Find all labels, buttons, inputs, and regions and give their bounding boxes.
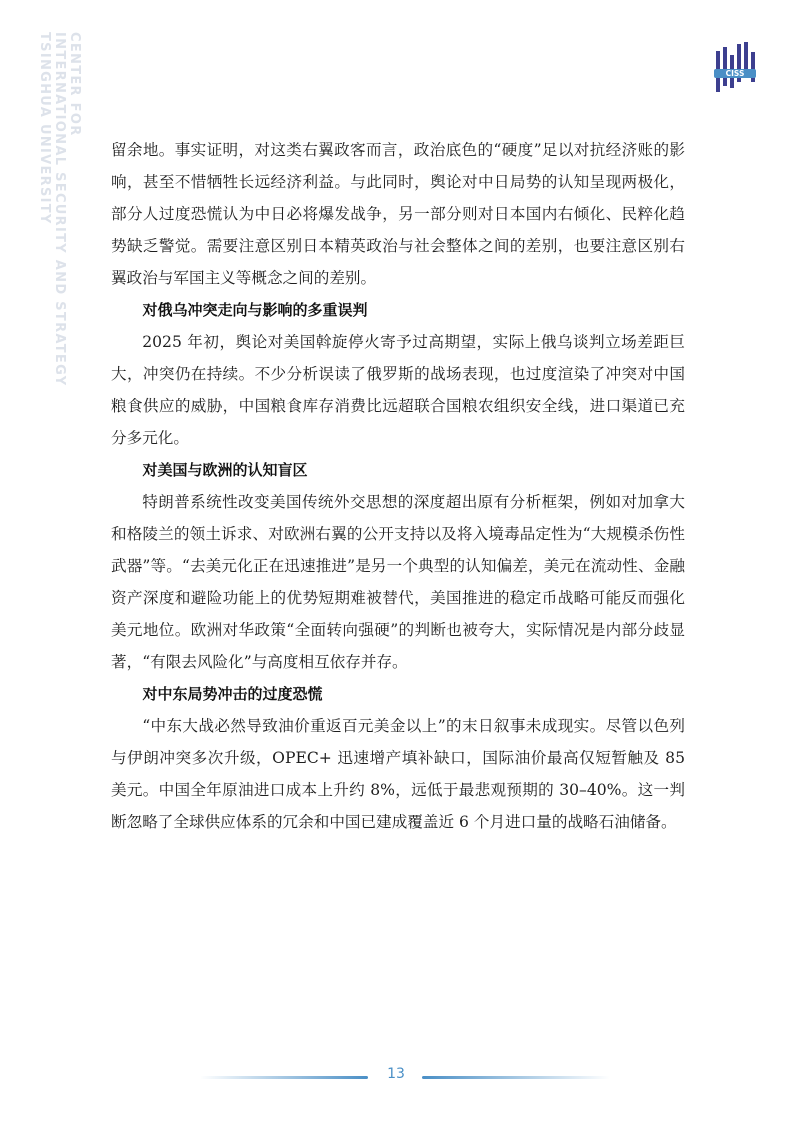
side-label-line-3: TSINGHUA UNIVERSITY: [37, 32, 52, 225]
side-label-line-1: CENTER FOR: [67, 32, 82, 137]
section-heading-russia-ukraine: 对俄乌冲突走向与影响的多重误判: [142, 301, 368, 319]
paragraph-1: 留余地。事实证明，对这类右翼政客而言，政治底色的“硬度”足以对抗经济账的影响，甚至不惜牺牲长远经济利益。与此同时，舆论对中日局势的认知呈现两极化，部分人过度恐慌认为中日必将爆发战争，另一部分则对日本国内右倾化、民粹化趋势缺乏警觉。需要注意区别日本精英政治与社会整体之间的差别，也要注意区别右翼政治与军国主义等概念之间的差别。: [111, 141, 685, 287]
logo-text: CISS: [725, 69, 745, 79]
section-heading-middle-east: 对中东局势冲击的过度恐慌: [142, 685, 323, 703]
page-number: 13: [387, 1066, 405, 1082]
paragraph-4: “中东大战必然导致油价重返百元美金以上”的末日叙事未成现实。尽管以色列与伊朗冲突多次升级，OPEC+ 迅速增产填补缺口，国际油价最高仅短暂触及 85 美元。中国全年原油进口成本上升约 8%，远低于最悲观预期的 30–40%。这一判断忽略了全球供应体系的冗余和中国已建成覆盖近 6 个月进口量的战略石油储备。: [111, 717, 685, 831]
main-content: [111, 134, 685, 838]
side-label-line-2: INTERNATIONAL SECURITY AND STRATEGY: [52, 32, 67, 387]
paragraph-3: 特朗普系统性改变美国传统外交思想的深度超出原有分析框架，例如对加拿大和格陵兰的领土诉求、对欧洲右翼的公开支持以及将入境毒品定性为“大规模杀伤性武器”等。“去美元化正在迅速推进”是另一个典型的认知偏差，美元在流动性、金融资产深度和避险功能上的优势短期难被替代，美国推进的稳定币战略可能反而强化美元地位。欧洲对华政策“全面转向强硬”的判断也被夸大，实际情况是内部分歧显著，“有限去风险化”与高度相互依存并存。: [111, 493, 685, 671]
paragraph-2: 2025 年初，舆论对美国斡旋停火寄予过高期望，实际上俄乌谈判立场差距巨大，冲突仍在持续。不少分析误读了俄罗斯的战场表现，也过度渲染了冲突对中国粮食供应的威胁，中国粮食库存消费比远超联合国粮农组织安全线，进口渠道已充分多元化。: [111, 333, 685, 447]
footer-divider-right: [422, 1076, 610, 1079]
ciss-logo: [714, 42, 756, 92]
section-heading-us-europe: 对美国与欧洲的认知盲区: [142, 461, 308, 479]
side-institution-label: [37, 32, 82, 387]
footer-divider-left: [200, 1076, 368, 1079]
